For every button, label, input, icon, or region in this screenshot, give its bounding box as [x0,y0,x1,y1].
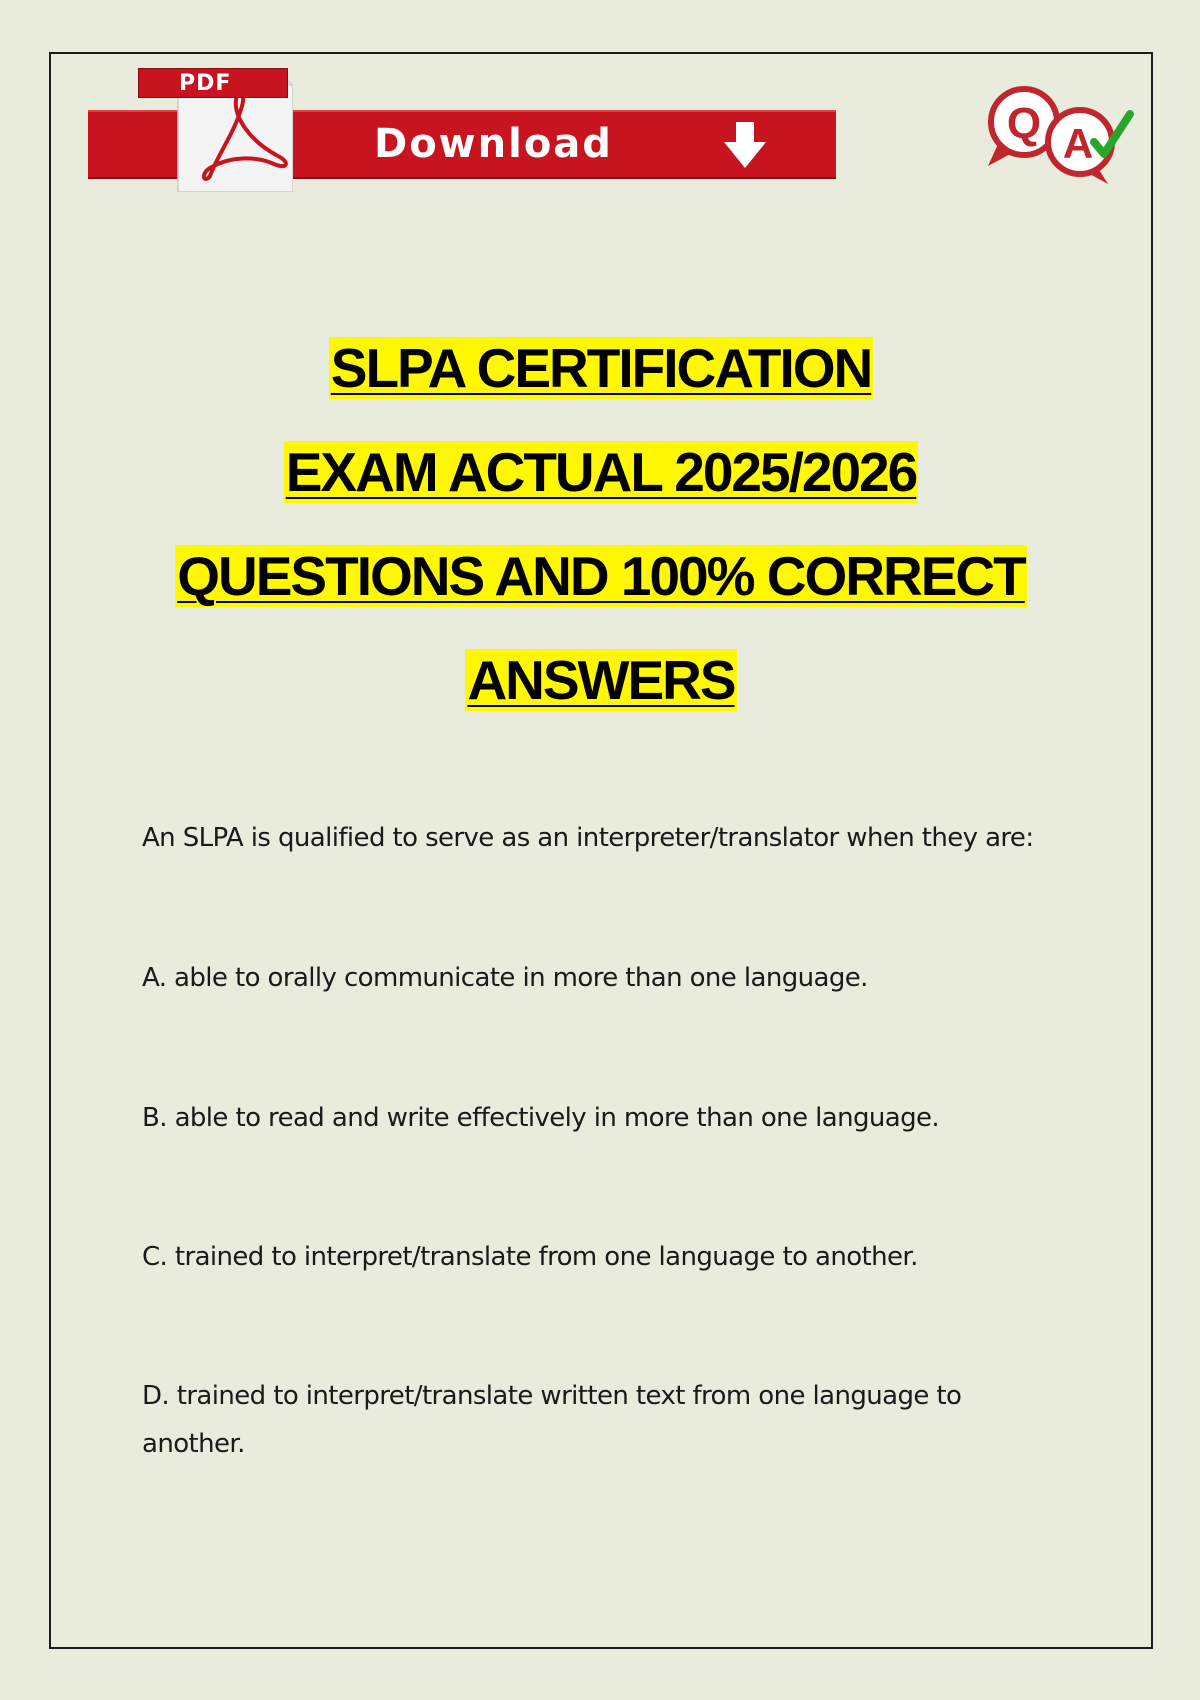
q-speech-bubble-icon [988,89,1057,166]
pdf-file-icon[interactable] [138,64,293,192]
pdf-download-banner[interactable] [88,62,836,192]
title-line-text: SLPA CERTIFICATION [330,337,872,399]
answer-option-c: C. trained to interpret/translate from one language to another. [142,1242,918,1272]
answer-option-d: D. trained to interpret/translate written text from one language to another. [142,1381,962,1459]
title-line [49,420,1153,524]
qa-logo-icon [980,82,1140,186]
title-line-text: QUESTIONS AND 100% CORRECT [177,545,1025,607]
title-line [49,628,1153,732]
question-text: An SLPA is qualified to serve as an interpreter/translator when they are: [142,823,1034,853]
answer-option-a: A. able to orally communicate in more than one language. [142,963,868,993]
answer-option-b: B. able to read and write effectively in more than one language. [142,1103,940,1133]
pdf-tag-label: PDF [179,71,232,96]
a-letter: A [1062,120,1094,167]
title-line [49,316,1153,420]
download-label[interactable]: Download [374,121,613,167]
title-line-text: EXAM ACTUAL 2025/2026 [285,441,917,503]
title-line [49,524,1153,628]
pdf-tag [138,68,288,98]
q-letter: Q [1006,99,1042,148]
title-line-text: ANSWERS [467,649,735,711]
download-arrow-icon[interactable] [718,118,772,172]
document-title [49,316,1153,732]
